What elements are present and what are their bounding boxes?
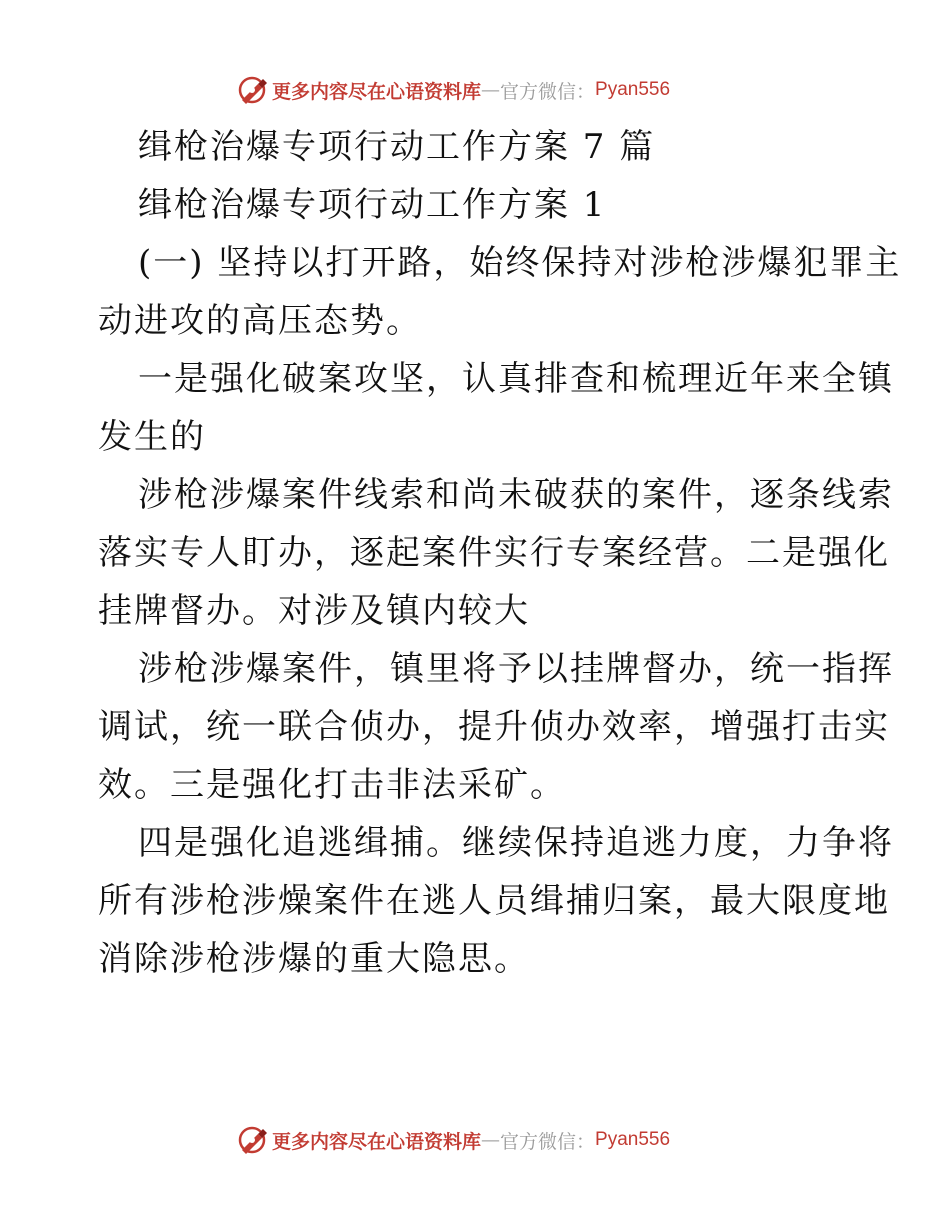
pen-logo-icon — [236, 1124, 268, 1156]
paragraph — [98, 640, 894, 814]
paragraph-line: (一) 坚持以打开路，始终保持对涉枪涉爆犯罪主 — [138, 243, 902, 283]
watermark-main-text: 更多内容尽在心语资料库 — [272, 80, 482, 103]
paragraph-line: 一是强化破案攻坚，认真排查和梳理近年来全镇 — [138, 359, 894, 399]
document-body — [98, 118, 902, 988]
paragraph — [98, 466, 894, 640]
header-watermark — [236, 72, 670, 108]
watermark-main-text: 更多内容尽在心语资料库 — [272, 1130, 482, 1153]
paragraph-line: 动进攻的高压态势。 — [98, 301, 422, 341]
watermark-wechat-id: Pyan556 — [595, 79, 671, 100]
paragraph-line: 四是强化追逃缉捕。继续保持追逃力度，力争将 — [138, 823, 894, 863]
paragraph-line: 挂牌督办。对涉及镇内较大 — [98, 591, 530, 631]
document-subtitle: 缉枪治爆专项行动工作方案 1 — [138, 185, 607, 225]
paragraph-line: 涉枪涉爆案件线索和尚未破获的案件，逐条线索 — [138, 475, 894, 515]
watermark-dash: — — [481, 1129, 501, 1151]
paragraph-line: 消除涉枪涉爆的重大隐思。 — [98, 939, 530, 979]
watermark-wechat-label: 官方微信： — [500, 80, 596, 103]
footer-watermark — [236, 1122, 670, 1158]
paragraph-line: 所有涉枪涉燥案件在逃人员缉捕归案，最大限度地 — [98, 881, 890, 921]
document-title: 缉枪治爆专项行动工作方案 7 篇 — [138, 127, 656, 167]
watermark-wechat-label: 官方微信： — [500, 1130, 596, 1153]
paragraph-line: 落实专人盯办，逐起案件实行专案经营。二是强化 — [98, 533, 890, 573]
paragraph-line: 调试，统一联合侦办，提升侦办效率，增强打击实 — [98, 707, 890, 747]
watermark-dash: — — [481, 79, 501, 101]
paragraph — [98, 350, 894, 466]
paragraph — [98, 234, 902, 350]
paragraph-line: 效。三是强化打击非法采矿。 — [98, 765, 566, 805]
pen-logo-icon — [236, 74, 268, 106]
watermark-wechat-id: Pyan556 — [595, 1129, 671, 1150]
paragraph-line: 发生的 — [98, 417, 206, 457]
paragraph — [98, 814, 894, 988]
paragraph-line: 涉枪涉爆案件，镇里将予以挂牌督办，统一指挥 — [138, 649, 894, 689]
